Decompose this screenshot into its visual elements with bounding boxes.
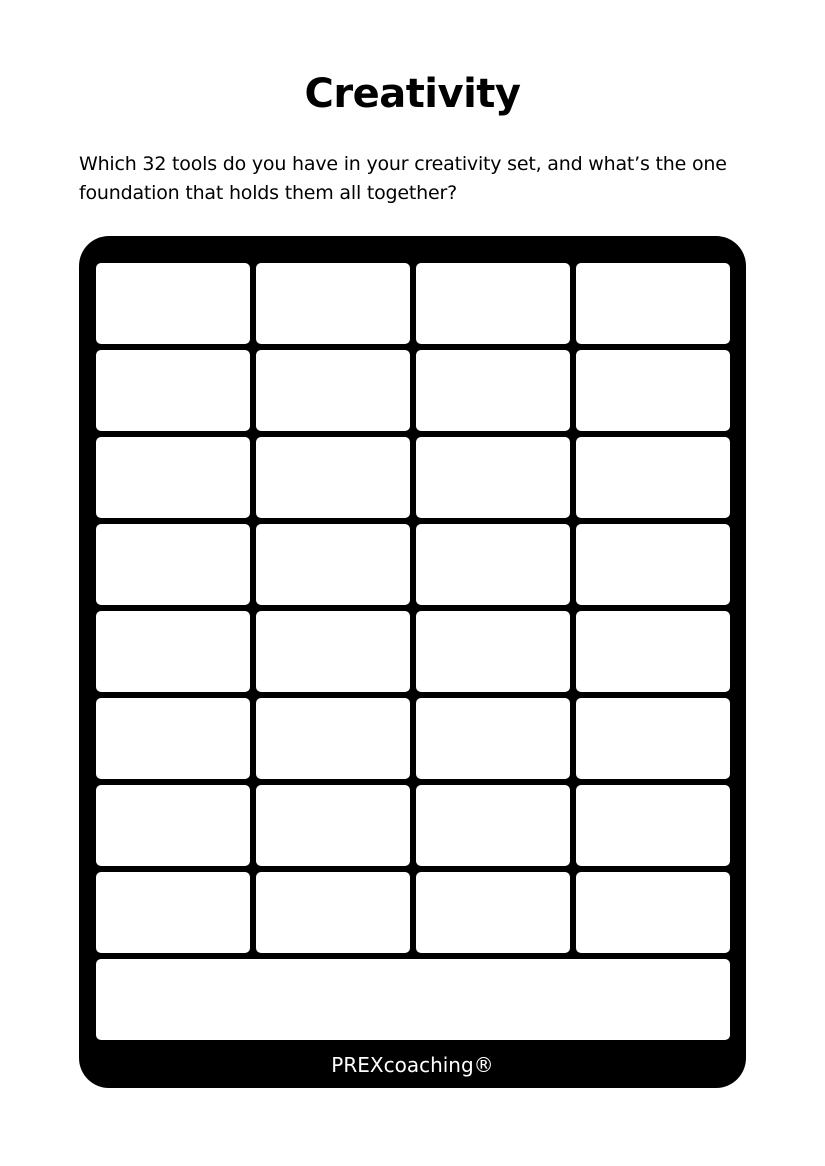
tool-cell[interactable] xyxy=(576,872,730,953)
tool-cell[interactable] xyxy=(96,350,250,431)
tool-grid xyxy=(96,263,730,953)
tool-cell[interactable] xyxy=(96,437,250,518)
page-title: Creativity xyxy=(304,71,521,117)
question-prompt: Which 32 tools do you have in your creativity set, and what’s the one foundation that holds them all together? xyxy=(79,153,727,204)
tool-cell[interactable] xyxy=(576,698,730,779)
tool-cell[interactable] xyxy=(416,350,570,431)
tool-cell[interactable] xyxy=(416,785,570,866)
tool-cell[interactable] xyxy=(96,263,250,344)
tool-cell[interactable] xyxy=(416,437,570,518)
tool-cell[interactable] xyxy=(256,872,410,953)
tool-cell[interactable] xyxy=(576,263,730,344)
tool-cell[interactable] xyxy=(416,524,570,605)
brand-footer: PREXcoaching® xyxy=(331,1053,494,1077)
worksheet-frame xyxy=(79,236,746,1088)
tool-cell[interactable] xyxy=(96,872,250,953)
tool-cell[interactable] xyxy=(256,611,410,692)
tool-cell[interactable] xyxy=(96,611,250,692)
tool-cell[interactable] xyxy=(416,611,570,692)
tool-cell[interactable] xyxy=(576,785,730,866)
tool-cell[interactable] xyxy=(416,698,570,779)
tool-cell[interactable] xyxy=(96,524,250,605)
tool-cell[interactable] xyxy=(256,524,410,605)
tool-cell[interactable] xyxy=(256,437,410,518)
tool-cell[interactable] xyxy=(256,785,410,866)
tool-cell[interactable] xyxy=(256,350,410,431)
tool-cell[interactable] xyxy=(96,698,250,779)
tool-cell[interactable] xyxy=(416,263,570,344)
tool-cell[interactable] xyxy=(576,611,730,692)
tool-cell[interactable] xyxy=(96,785,250,866)
tool-cell[interactable] xyxy=(256,698,410,779)
tool-cell[interactable] xyxy=(576,350,730,431)
tool-cell[interactable] xyxy=(256,263,410,344)
tool-cell[interactable] xyxy=(576,524,730,605)
tool-cell[interactable] xyxy=(576,437,730,518)
foundation-field[interactable] xyxy=(96,959,730,1040)
tool-cell[interactable] xyxy=(416,872,570,953)
